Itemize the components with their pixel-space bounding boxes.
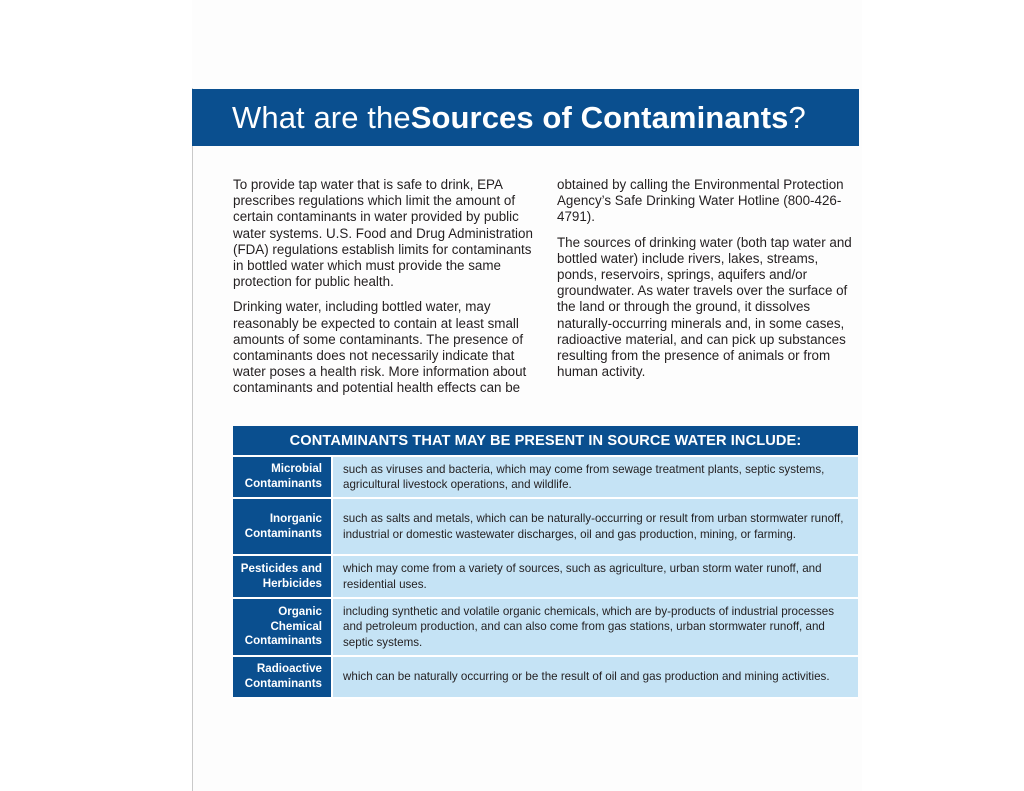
row-label-line: Organic bbox=[278, 605, 322, 619]
body-paragraph: Drinking water, including bottled water, may reasonably be expected to contain at least small amounts of some contaminants. The presence of contaminants does not necessarily indicate that water poses a health risk. More information about contaminants and potential health effects can be bbox=[233, 299, 527, 396]
row-description-text: such as salts and metals, which can be naturally-occurring or result from urban stormwater runoff, industrial or domestic wastewater discharges, oil and gas production, mining, or farming. bbox=[343, 512, 844, 541]
body-column-right bbox=[557, 177, 857, 389]
row-label bbox=[233, 599, 333, 655]
row-label-line: Microbial bbox=[271, 462, 322, 476]
row-description bbox=[333, 599, 858, 655]
row-label bbox=[233, 499, 333, 554]
row-label-line: Inorganic bbox=[269, 511, 322, 525]
row-label bbox=[233, 657, 333, 697]
table-row bbox=[233, 499, 858, 556]
table-heading: CONTAMINANTS THAT MAY BE PRESENT IN SOURCE WATER INCLUDE: bbox=[233, 426, 858, 457]
row-description-text: which may come from a variety of sources, such as agriculture, urban storm water runoff, and residential uses. bbox=[343, 562, 822, 591]
row-description-text: which can be naturally occurring or be the result of oil and gas production and mining activities. bbox=[343, 670, 830, 684]
row-description bbox=[333, 657, 858, 697]
row-description bbox=[333, 556, 858, 597]
row-description bbox=[333, 499, 858, 554]
contaminants-table bbox=[233, 426, 858, 699]
row-label bbox=[233, 556, 333, 597]
page-edge-line bbox=[192, 88, 193, 791]
row-description bbox=[333, 457, 858, 497]
title-emphasis: Sources of Contaminants bbox=[410, 99, 789, 135]
row-description-text: including synthetic and volatile organic chemicals, which are by-products of industrial processes and petroleum production, and can also come from gas stations, urban stormwater runoff, and septic systems. bbox=[343, 604, 835, 649]
title-prefix: What are the bbox=[232, 99, 411, 135]
table-row bbox=[233, 556, 858, 599]
row-label-line: Contaminants bbox=[244, 477, 322, 490]
body-column-left bbox=[233, 177, 533, 406]
table-row bbox=[233, 457, 858, 499]
body-paragraph: obtained by calling the Environmental Protection Agency’s Safe Drinking Water Hotline (800-426-4791). bbox=[557, 177, 844, 225]
table-row bbox=[233, 599, 858, 657]
row-label bbox=[233, 457, 333, 497]
body-paragraph: The sources of drinking water (both tap water and bottled water) include rivers, lakes, streams, ponds, reservoirs, springs, aquifers and/or groundwater. As water travels over the surface of the land or through the ground, it dissolves naturally-occurring minerals and, in some cases, radioactive material, and can pick up substances resulting from the presence of animals or from human activity. bbox=[557, 234, 852, 380]
row-label-line: Herbicides bbox=[262, 576, 322, 590]
row-description-text: such as viruses and bacteria, which may come from sewage treatment plants, septic systems, agricultural livestock operations, and wildlife. bbox=[343, 462, 825, 491]
body-paragraph: To provide tap water that is safe to drink, EPA prescribes regulations which limit the amount of certain contaminants in water provided by public water systems. U.S. Food and Drug Administration (FDA) regulations establish limits for contaminants in bottled water which must provide the same protection for public health. bbox=[233, 177, 533, 290]
row-label-line: Contaminants bbox=[244, 634, 322, 648]
page-title bbox=[192, 89, 859, 146]
row-label-line: Radioactive bbox=[256, 662, 322, 676]
row-label-line: Contaminants bbox=[244, 677, 322, 690]
row-label-line: Pesticides and bbox=[240, 561, 322, 575]
row-label-line: Contaminants bbox=[244, 526, 322, 540]
table-row bbox=[233, 657, 858, 699]
row-label-line: Chemical bbox=[270, 619, 322, 633]
title-suffix: ? bbox=[788, 99, 806, 135]
